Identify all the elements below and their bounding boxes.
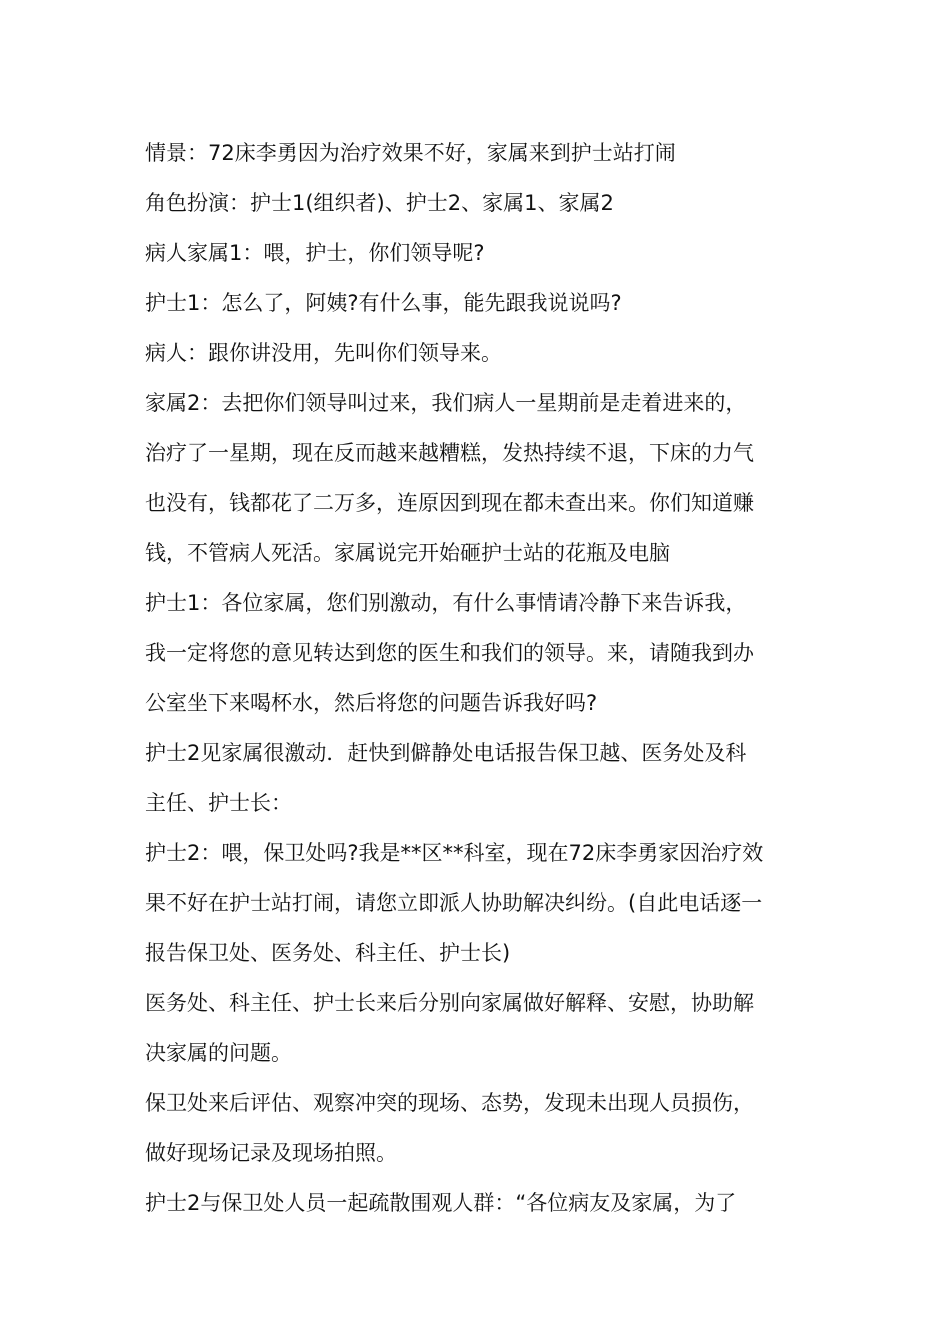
text-line-medical-office: 医务处、科主任、护士长来后分别向家属做好解释、安慰，协助解	[145, 991, 754, 1015]
text-line: 决家属的问题。	[145, 1041, 292, 1065]
text-line-roles: 角色扮演：护士1(组织者)、护士2、家属1、家属2	[145, 191, 614, 215]
text-line: 我一定将您的意见转达到您的医生和我们的领导。来，请随我到办	[145, 641, 754, 665]
text-line-security: 保卫处来后评估、观察冲突的现场、态势，发现未出现人员损伤，	[145, 1091, 754, 1115]
text-line-family1: 病人家属1：喂，护士，你们领导呢?	[145, 241, 485, 265]
text-line: 钱，不管病人死活。家属说完开始砸护士站的花瓶及电脑	[145, 541, 670, 565]
text-line-disperse: 护士2与保卫处人员一起疏散围观人群：“各位病友及家属，为了	[145, 1191, 737, 1215]
text-line: 也没有，钱都花了二万多，连原因到现在都未查出来。你们知道赚	[145, 491, 754, 515]
text-line: 主任、护士长：	[145, 791, 292, 815]
text-line: 公室坐下来喝杯水，然后将您的问题告诉我好吗?	[145, 691, 598, 715]
text-line-nurse1: 护士1：怎么了，阿姨?有什么事，能先跟我说说吗?	[145, 291, 622, 315]
text-line-nurse1-reply: 护士1：各位家属，您们别激动，有什么事情请冷静下来告诉我，	[145, 591, 747, 615]
text-line-patient: 病人：跟你讲没用，先叫你们领导来。	[145, 341, 502, 365]
text-line: 报告保卫处、医务处、科主任、护士长)	[145, 941, 511, 965]
text-line-nurse2-action: 护士2见家属很激动．赶快到僻静处电话报告保卫越、医务处及科	[145, 741, 747, 765]
text-line: 做好现场记录及现场拍照。	[145, 1141, 397, 1165]
document-body	[145, 128, 810, 1228]
text-line-nurse2-call: 护士2：喂，保卫处吗?我是**区**科室，现在72床李勇家因治疗效	[145, 841, 764, 865]
text-line: 治疗了一星期，现在反而越来越糟糕，发热持续不退，下床的力气	[145, 441, 754, 465]
text-line-scenario: 情景：72床李勇因为治疗效果不好，家属来到护士站打闹	[145, 141, 676, 165]
text-line: 果不好在护士站打闹，请您立即派人协助解决纠纷。(自此电话逐一	[145, 891, 763, 915]
text-line-family2: 家属2：去把你们领导叫过来，我们病人一星期前是走着进来的，	[145, 391, 747, 415]
